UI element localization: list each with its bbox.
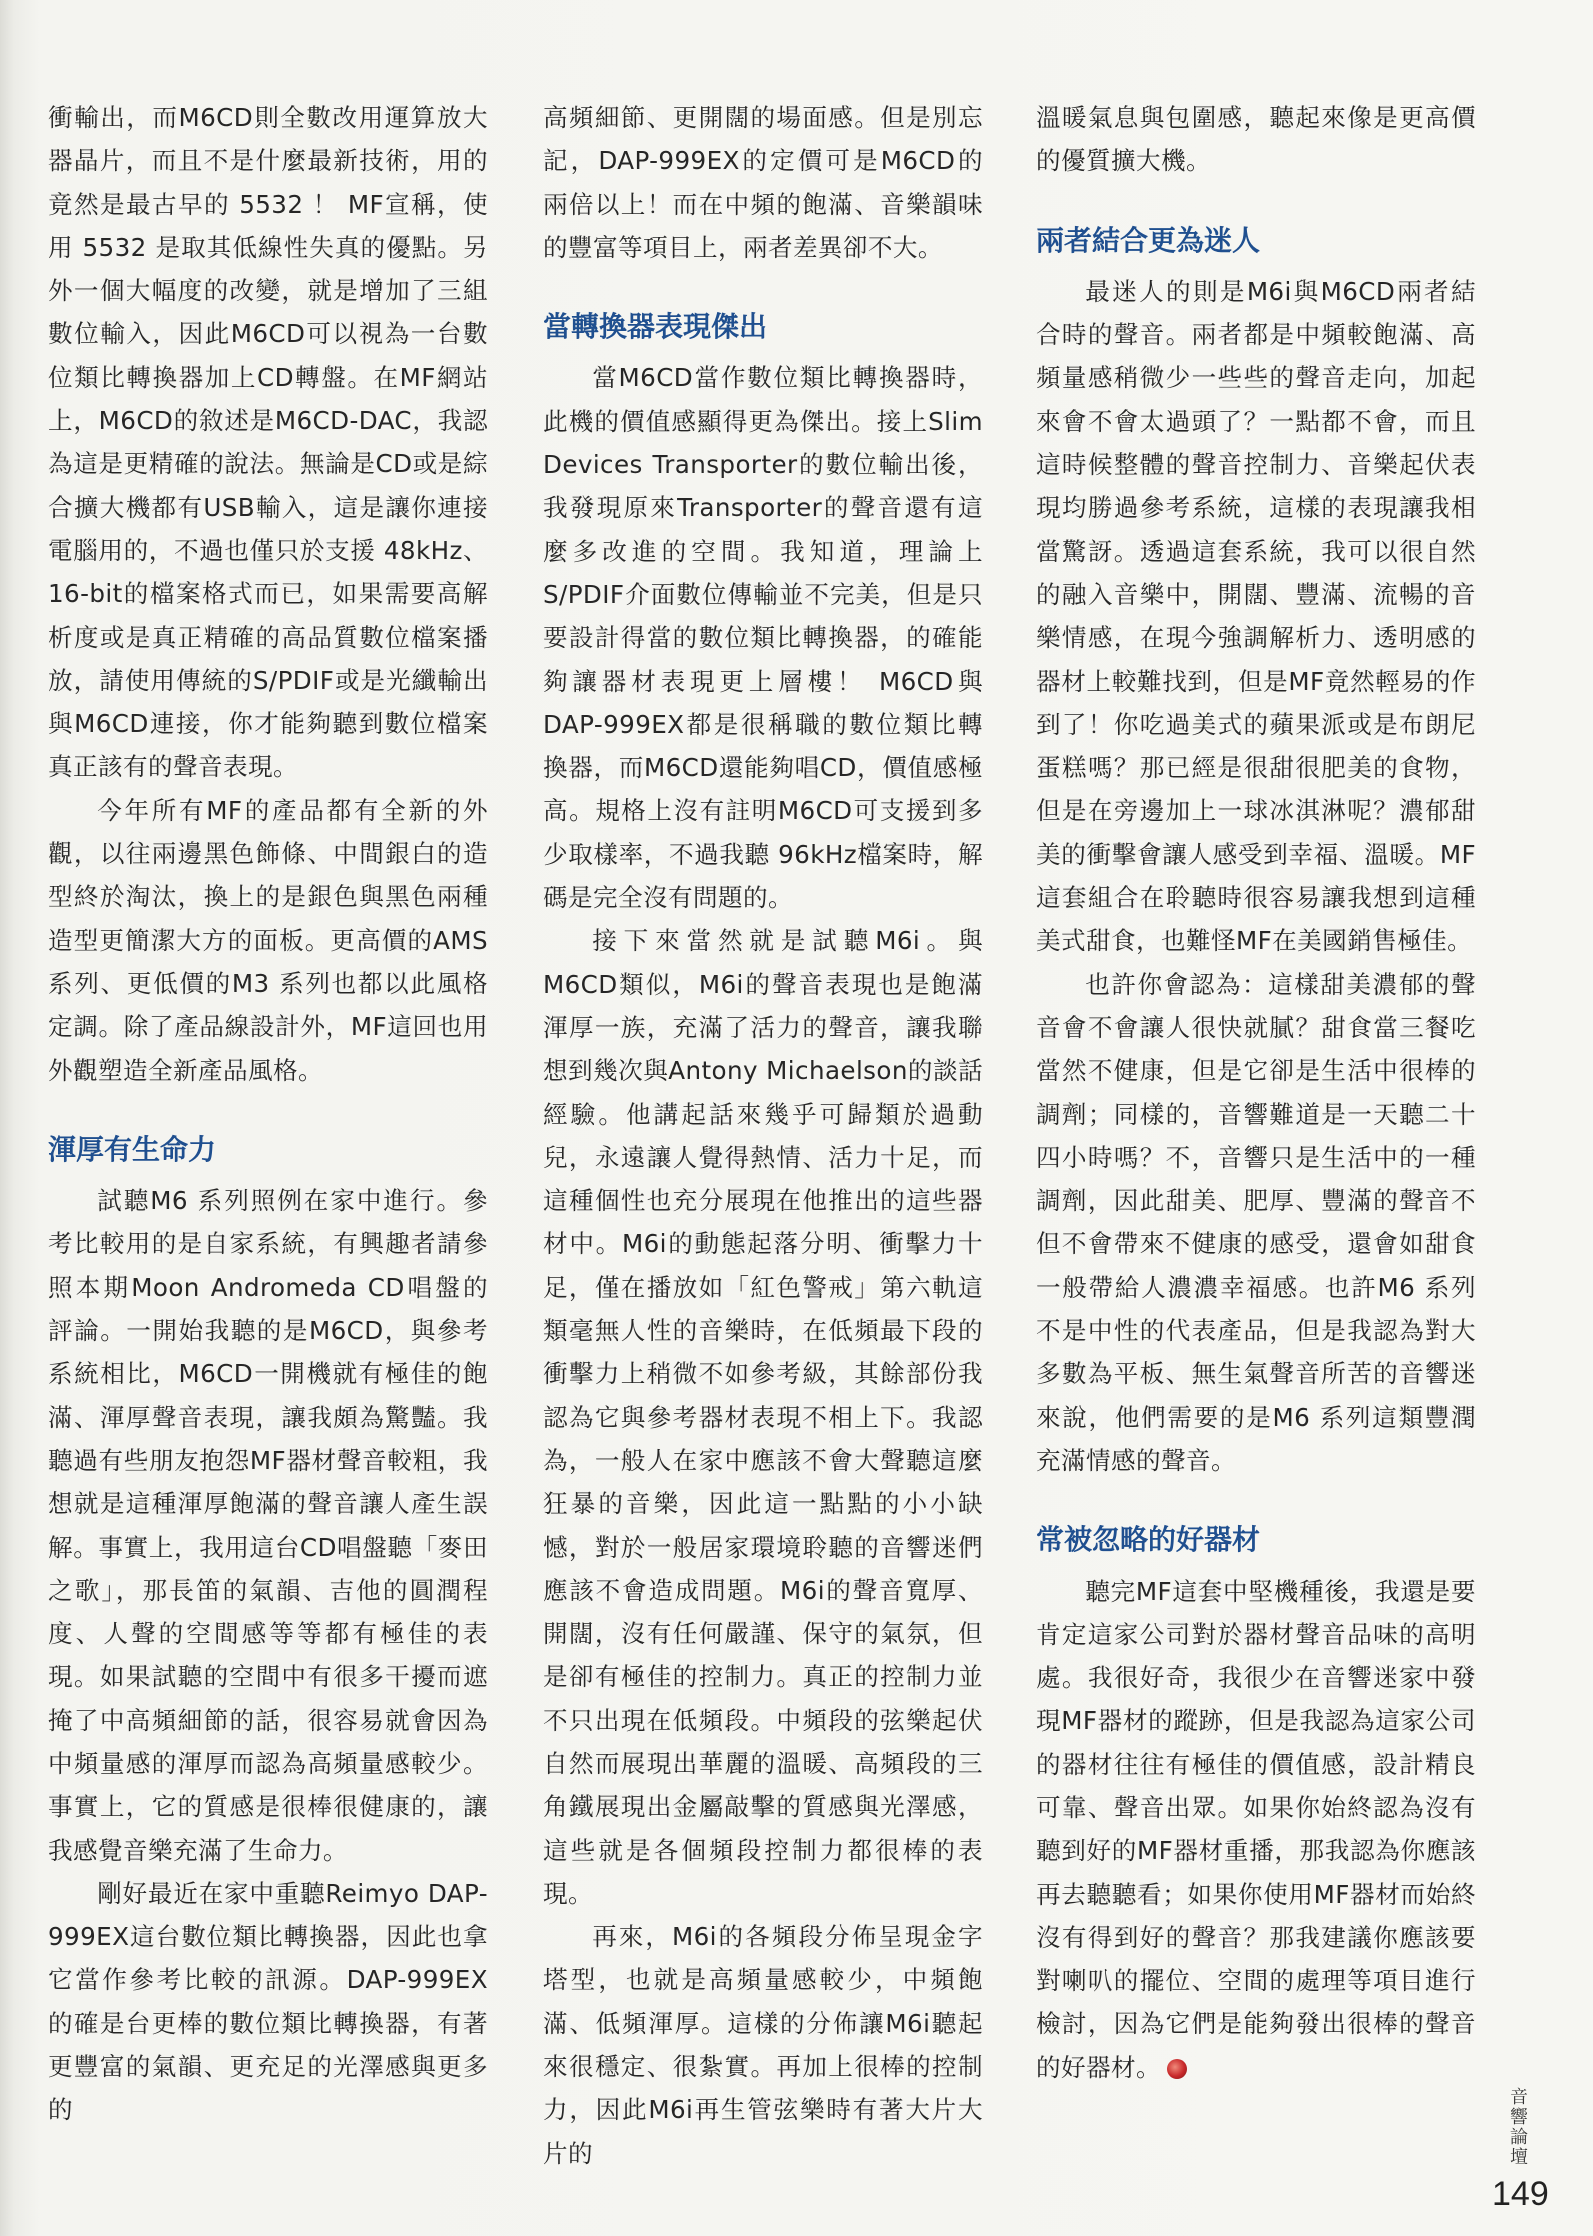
- paragraph: [1036, 96, 1476, 183]
- heading-text: 渾厚有生命力: [48, 1132, 217, 1166]
- paragraph: [48, 1179, 488, 1872]
- section-tag: 音響論壇: [1510, 2087, 1528, 2168]
- paragraph-text: 最迷人的則是M6i與M6CD兩者結合時的聲音。兩者都是中頻較飽滿、高頻量感稍微少一些些的聲音走向，加起來會不會太過頭了？一點都不會，而且這時候整體的聲音控制力、音樂起伏表現均勝過參考系統，這樣的表現讓我相當驚訝。透過這套系統，我可以很自然的融入音樂中，開闊、豐滿、流暢的音樂情感，在現今強調解析力、透明感的器材上較難找到，但是MF竟然輕易的作到了！你吃過美式的蘋果派或是布朗尼蛋糕嗎？那已經是很甜很肥美的食物，但是在旁邊加上一球冰淇淋呢？濃郁甜美的衝擊會讓人感受到幸福、溫暖。MF這套組合在聆聽時很容易讓我想到這種美式甜食，也難怪MF在美國銷售極佳。: [1036, 276, 1476, 956]
- paragraph-text: 衝輸出，而M6CD則全數改用運算放大器晶片，而且不是什麼最新技術，用的竟然是最古早的 5532 ！ MF宣稱，使用 5532 是取其低線性失真的優點。另外一個大幅度的改變，就是增加了三組數位輸入，因此M6CD可以視為一台數位類比轉換器加上CD轉盤。在MF網站上，M6CD的敘述是M6CD-DAC，我認為這是更精確的說法。無論是CD或是綜合擴大機都有USB輸入，這是讓你連接電腦用的，不過也僅只於支援 48kHz、16-bit的檔案格式而已，如果需要高解析度或是真正精確的高品質數位檔案播放，請使用傳統的S/PDIF或是光纖輸出與M6CD連接，你才能夠聽到數位檔案真正該有的聲音表現。: [48, 103, 488, 782]
- paragraph: [543, 919, 983, 1915]
- paragraph-text: 今年所有MF的產品都有全新的外觀，以往兩邊黑色飾條、中間銀白的造型終於淘汰，換上的是銀色與黑色兩種造型更簡潔大方的面板。更高價的AMS系列、更低價的M3 系列也都以此風格定調。除了產品線設計外，MF這回也用外觀塑造全新產品風格。: [48, 795, 488, 1085]
- page-number: 149: [1492, 2175, 1549, 2213]
- paragraph: [48, 96, 488, 789]
- paragraph: [48, 789, 488, 1092]
- paragraph: [543, 356, 983, 919]
- paragraph-text: 接下來當然就是試聽M6i。與M6CD類似，M6i的聲音表現也是飽滿渾厚一族，充滿了活力的聲音，讓我聯想到幾次與Antony Michaelson的談話經驗。他講起話來幾乎可歸類於過動兒，永遠讓人覺得熱情、活力十足，而這種個性也充分展現在他推出的這些器材中。M6i的動態起落分明、衝擊力十足，僅在播放如「紅色警戒」第六軌這類毫無人性的音樂時，在低頻最下段的衝擊力上稍微不如參考級，其餘部份我認為它與參考器材表現不相上下。我認為，一般人在家中應該不會大聲聽這麼狂暴的音樂，因此這一點點的小小缺憾，對於一般居家環境聆聽的音響迷們應該不會造成問題。M6i的聲音寬厚、開闊，沒有任何嚴謹、保守的氣氛，但是卻有極佳的控制力。真正的控制力並不只出現在低頻段。中頻段的弦樂起伏自然而展現出華麗的溫暖、高頻段的三角鐵展現出金屬敲擊的質感與光澤感，這些就是各個頻段控制力都很棒的表現。: [543, 926, 983, 1908]
- column-2: [543, 96, 983, 2175]
- section-heading: [543, 269, 983, 356]
- paragraph-text: 也許你會認為：這樣甜美濃郁的聲音會不會讓人很快就膩？甜食當三餐吃當然不健康，但是它卻是生活中很棒的調劑；同樣的，音響難道是一天聽二十四小時嗎？不，音響只是生活中的一種調劑，因此甜美、肥厚、豐滿的聲音不但不會帶來不健康的感受，還會如甜食一般帶給人濃濃幸福感。也許M6 系列不是中性的代表產品，但是我認為對大多數為平板、無生氣聲音所苦的音響迷來說，他們需要的是M6 系列這類豐潤充滿情感的聲音。: [1036, 969, 1476, 1475]
- section-heading: [48, 1092, 488, 1179]
- paragraph: [1036, 1570, 1476, 2090]
- paragraph-text: 聽完MF這套中堅機種後，我還是要肯定這家公司對於器材聲音品味的高明處。我很好奇，我很少在音響迷家中發現MF器材的蹤跡，但是我認為這家公司的器材往往有極佳的價值感，設計精良可靠、聲音出眾。如果你始終認為沒有聽到好的MF器材重播，那我認為你應該再去聽聽看；如果你使用MF器材而始終沒有得到好的聲音？那我建議你應該要對喇叭的擺位、空間的處理等項目進行檢討，因為它們是能夠發出很棒的聲音的好器材。: [1036, 1576, 1476, 2082]
- column-3: [1036, 96, 1476, 2089]
- end-mark-icon: [1167, 2059, 1187, 2079]
- paragraph-text: 再來，M6i的各頻段分佈呈現金字塔型，也就是高頻量感較少，中頻飽滿、低頻渾厚。這樣的分佈讓M6i聽起來很穩定、很紮實。再加上很棒的控制力，因此M6i再生管弦樂時有著大片大片的: [543, 1922, 983, 2168]
- heading-text: 常被忽略的好器材: [1036, 1523, 1261, 1557]
- heading-text: 兩者結合更為迷人: [1036, 223, 1261, 257]
- paragraph: [1036, 270, 1476, 963]
- section-heading: [1036, 183, 1476, 270]
- paragraph-text: 溫暖氣息與包圍感，聽起來像是更高價的優質擴大機。: [1036, 103, 1476, 176]
- column-1: [48, 96, 488, 2132]
- paragraph: [48, 1872, 488, 2132]
- paragraph: [543, 96, 983, 269]
- section-heading: [1036, 1482, 1476, 1569]
- paragraph-text: 剛好最近在家中重聽Reimyo DAP-999EX這台數位類比轉換器，因此也拿它當作參考比較的訊源。DAP-999EX的確是台更棒的數位類比轉換器，有著更豐富的氣韻、更充足的光澤感與更多的: [48, 1878, 488, 2125]
- heading-text: 當轉換器表現傑出: [543, 310, 768, 344]
- paragraph-text: 高頻細節、更開闊的場面感。但是別忘記，DAP-999EX的定價可是M6CD的兩倍以上！而在中頻的飽滿、音樂韻味的豐富等項目上，兩者差異卻不大。: [543, 103, 983, 262]
- paragraph: [1036, 963, 1476, 1483]
- paragraph: [543, 1915, 983, 2175]
- paragraph-text: 試聽M6 系列照例在家中進行。參考比較用的是自家系統，有興趣者請參照本期Moon Andromeda CD唱盤的評論。一開始我聽的是M6CD，與參考系統相比，M6CD一開機就有極佳的飽滿、渾厚聲音表現，讓我頗為驚豔。我聽過有些朋友抱怨MF器材聲音較粗，我想就是這種渾厚飽滿的聲音讓人產生誤解。事實上，我用這台CD唱盤聽「麥田之歌」，那長笛的氣韻、吉他的圓潤程度、人聲的空間感等等都有極佳的表現。如果試聽的空間中有很多干擾而遮掩了中高頻細節的話，很容易就會因為中頻量感的渾厚而認為高頻量感較少。事實上，它的質感是很棒很健康的，讓我感覺音樂充滿了生命力。: [48, 1186, 488, 1865]
- paragraph-text: 當M6CD當作數位類比轉換器時，此機的價值感顯得更為傑出。接上Slim Devices Transporter的數位輸出後，我發現原來Transporter的聲音還有這麼多改進的空間。我知道，理論上S/PDIF介面數位傳輸並不完美，但是只要設計得當的數位類比轉換器，的確能夠讓器材表現更上層樓！ M6CD與DAP-999EX都是很稱職的數位類比轉換器，而M6CD還能夠唱CD，價值感極高。規格上沒有註明M6CD可支援到多少取樣率，不過我聽 96kHz檔案時，解碼是完全沒有問題的。: [543, 363, 983, 913]
